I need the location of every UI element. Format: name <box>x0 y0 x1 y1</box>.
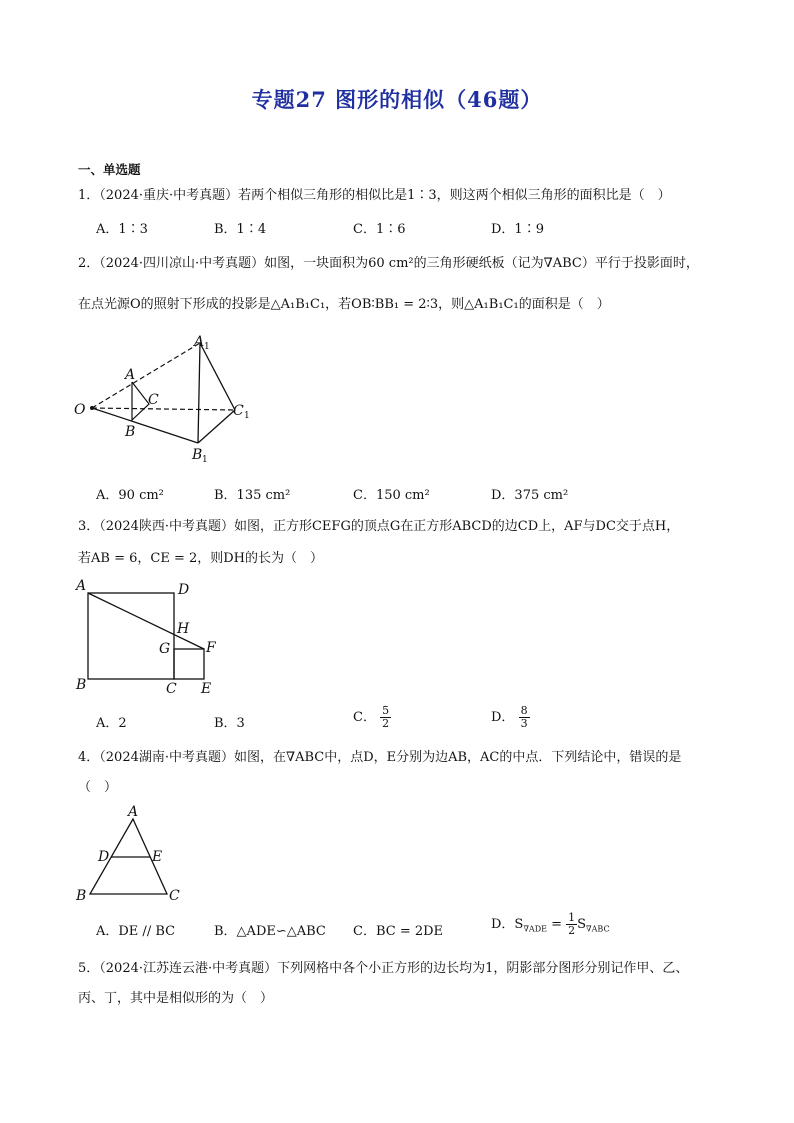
label-c1: C <box>233 403 244 419</box>
edge-a1c1 <box>200 343 235 410</box>
label-f: F <box>206 640 216 656</box>
section-heading: 一、单选题 <box>78 162 141 177</box>
question-5-text-line1: 5．（2024·江苏连云港·中考真题）下列网格中各个小正方形的边长均为1，阴影部分图形分别记作甲、乙、 <box>78 961 689 976</box>
q4-option-c: C．BC = 2DE <box>353 924 444 939</box>
ray-oc1 <box>92 408 235 410</box>
q2-option-d: D．375 cm² <box>491 488 569 503</box>
q1-option-c: C．1∶6 <box>353 222 406 237</box>
label-d: D <box>98 849 110 865</box>
q4-option-b: B．△ADE∽△ABC <box>214 924 326 939</box>
q1-option-a: A．1∶3 <box>96 222 148 237</box>
label-e: E <box>201 681 212 697</box>
label-b: B <box>125 424 136 440</box>
question-3-text-line1: 3．（2024陕西·中考真题）如图，正方形CEFG的顶点G在正方形ABCD的边CD上，AF与DC交于点H， <box>78 519 680 534</box>
label-o: O <box>74 402 86 418</box>
q1-option-b: B．1∶4 <box>214 222 267 237</box>
q4-triangle-figure <box>70 802 190 907</box>
page-title: 专题27 图形的相似（46题） <box>251 87 543 112</box>
point-o <box>90 406 94 410</box>
square-abcd <box>88 593 174 679</box>
edge-a1b1 <box>198 343 200 443</box>
q2-option-a: A．90 cm² <box>96 488 164 503</box>
q3-option-c: C． $\frac{5}{2}$ <box>353 704 390 730</box>
q2-option-c: C．150 cm² <box>353 488 430 503</box>
question-5-text-line2: 丙、丁，其中是相似形的为（ ） <box>78 991 274 1006</box>
q4-option-a: A．DE // BC <box>96 924 176 939</box>
q3-option-d: D． $\frac{8}{3}$ <box>491 704 528 730</box>
edge-b1c1 <box>198 410 235 443</box>
q3-option-c-fraction: $\frac{5}{2}$ <box>382 704 390 730</box>
question-2-text-line1: 2．（2024·四川凉山·中考真题）如图，一块面积为60 cm²的三角形硬纸板（记为∇ABC）平行于投影面时， <box>78 256 699 271</box>
label-c: C <box>169 888 180 904</box>
label-g: G <box>159 641 171 657</box>
q3-option-d-fraction: $\frac{8}{3}$ <box>520 704 528 730</box>
ray-ob1 <box>92 408 198 443</box>
label-b: B <box>76 677 87 693</box>
ray-oa1 <box>92 343 200 408</box>
question-4-text-line2: （ ） <box>78 780 118 795</box>
question-4-text-line1: 4．（2024湖南·中考真题）如图，在∇ABC中，点D，E分别为边AB，AC的中点．下列结论中，错误的是 <box>78 750 682 765</box>
label-a: A <box>125 367 136 383</box>
label-c: C <box>166 681 177 697</box>
label-a: A <box>128 804 139 820</box>
q4-option-d: D．$S_{\nabla ADE}$ = $\frac{1}{2}$ $S_{\nabla ABC}$ <box>491 911 610 937</box>
label-c: C <box>148 392 159 408</box>
square-cefg <box>174 649 204 679</box>
label-a1-sub: 1 <box>204 342 210 352</box>
question-2-text-line2: 在点光源O的照射下形成的投影是△A₁B₁C₁，若OB∶BB₁ = 2∶3，则△A₁B₁C₁的面积是（ ） <box>78 297 610 312</box>
label-a1: A <box>194 334 205 350</box>
label-c1-sub: 1 <box>244 411 250 421</box>
q4-option-d-fraction: $\frac{1}{2}$ <box>568 911 576 937</box>
label-b1: B <box>192 447 203 463</box>
label-d: D <box>178 582 190 598</box>
question-3-text-line2: 若AB = 6，CE = 2，则DH的长为（ ） <box>78 551 323 566</box>
q3-squares-figure <box>70 575 230 700</box>
q2-option-b: B．135 cm² <box>214 488 291 503</box>
label-b1-sub: 1 <box>202 455 208 465</box>
q1-option-d: D．1∶9 <box>491 222 544 237</box>
question-1-text: 1．（2024·重庆·中考真题）若两个相似三角形的相似比是1∶3，则这两个相似三角形的面积比是（ ） <box>78 188 671 203</box>
label-b: B <box>76 888 87 904</box>
q3-option-b: B．3 <box>214 716 245 731</box>
label-a: A <box>76 578 87 594</box>
label-h: H <box>177 621 190 637</box>
q2-projection-figure <box>70 330 270 470</box>
small-triangle-abc <box>132 382 149 420</box>
q3-option-a: A．2 <box>96 716 127 731</box>
label-e: E <box>152 849 163 865</box>
